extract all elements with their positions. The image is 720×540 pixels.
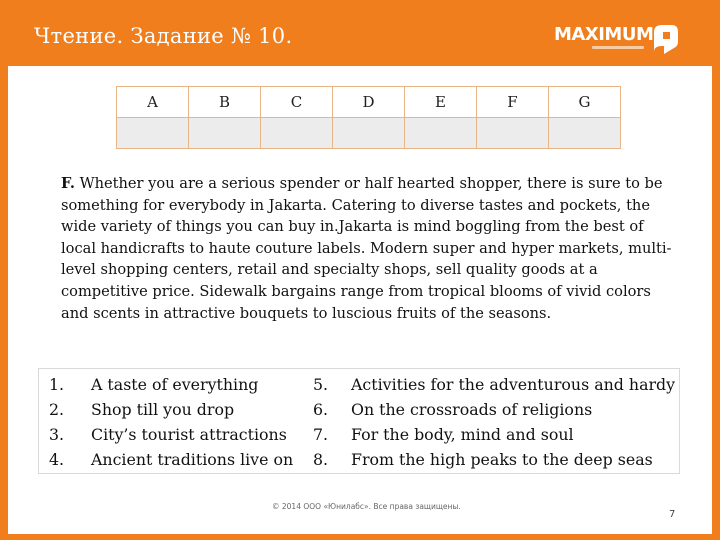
option-text: Activities for the adventurous and hardy [351,375,676,394]
logo-underline [592,46,644,49]
answer-table-header-row [117,87,621,118]
answer-cell[interactable] [261,118,333,149]
option-number: 4. [49,450,65,469]
answer-table-input-row [117,118,621,149]
answer-cell[interactable] [333,118,405,149]
option-text: Shop till you drop [91,400,235,419]
option-number: 8. [313,450,329,469]
option-number: 6. [313,400,329,419]
option-number: 3. [49,425,65,444]
column-letter: G [549,87,621,118]
answer-cell[interactable] [477,118,549,149]
column-letter: E [405,87,477,118]
answer-cell[interactable] [117,118,189,149]
maximum-logo [554,22,684,56]
option-text: City’s tourist attractions [91,425,287,444]
slide-title: Чтение. Задание № 10. [34,24,293,48]
copyright-footer: © 2014 ООО «Юнилабс». Все права защищены. [272,502,461,511]
page-number: 7 [669,509,676,520]
column-letter: B [189,87,261,118]
answer-table [116,86,621,149]
column-letter: A [117,87,189,118]
column-letter: D [333,87,405,118]
column-letter: F [477,87,549,118]
header-bar [0,0,720,66]
headings-list [38,368,680,474]
reading-passage [61,173,673,324]
option-number: 2. [49,400,65,419]
passage-text: Whether you are a serious spender or half hearted shopper, there is sure to be something for everybody in Jakarta. Catering to diverse tastes and pockets, the wide variety of things you can buy in.Jakarta is mind boggling from the best of local handicrafts to haute couture labels. Modern super and hyper markets, multi-level shopping centers, retail and specialty shops, sell quality goods at a competitive price. Sidewalk bargains range from tropical blooms of vivid colors and scents in attractive bouquets to luscious fruits of the seasons. [61,175,672,322]
option-number: 1. [49,375,65,394]
logo-text: MAXIMUM [554,24,654,45]
option-text: Ancient traditions live on [91,450,294,469]
option-text: A taste of everything [91,375,259,394]
answer-cell[interactable] [549,118,621,149]
column-letter: C [261,87,333,118]
answer-cell[interactable] [189,118,261,149]
option-text: From the high peaks to the deep seas [351,450,653,469]
slide-content [8,66,712,534]
passage-letter: F. [61,175,75,192]
option-number: 7. [313,425,329,444]
answer-cell[interactable] [405,118,477,149]
logo-mark-icon [650,22,680,56]
option-text: On the crossroads of religions [351,400,593,419]
option-number: 5. [313,375,329,394]
option-text: For the body, mind and soul [351,425,574,444]
